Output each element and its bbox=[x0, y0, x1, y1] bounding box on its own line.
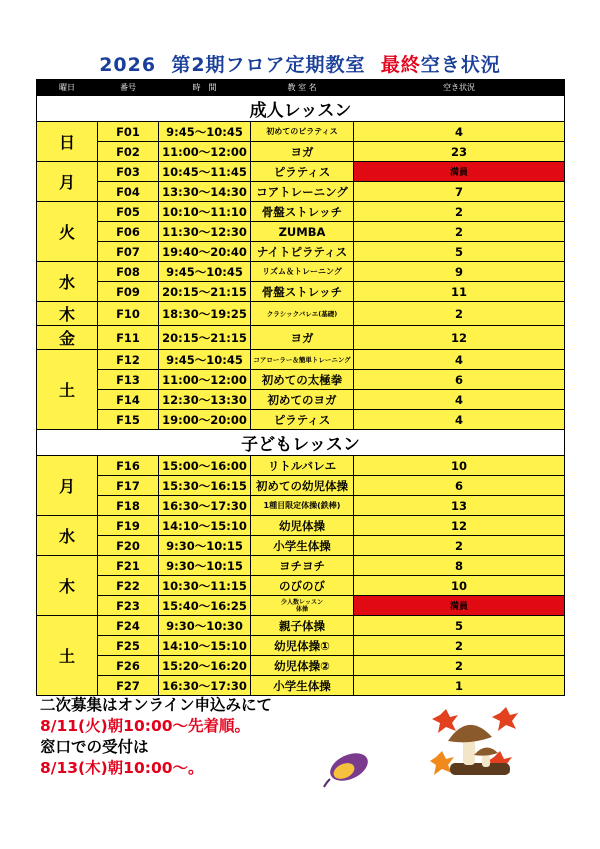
availability: 2 bbox=[354, 222, 565, 242]
class-time: 9:45～10:45 bbox=[159, 122, 251, 142]
table-row bbox=[37, 182, 565, 202]
class-name: 親子体操 bbox=[251, 616, 354, 636]
class-name: 幼児体操 bbox=[251, 516, 354, 536]
class-name: クラシックバレエ(基礎) bbox=[251, 302, 354, 326]
schedule-body bbox=[37, 96, 565, 696]
table-row bbox=[37, 242, 565, 262]
class-number: F08 bbox=[98, 262, 159, 282]
page-title bbox=[0, 50, 600, 77]
mushroom-autumn-leaves-icon bbox=[430, 705, 520, 785]
class-time: 16:30～17:30 bbox=[159, 676, 251, 696]
class-time: 10:10～11:10 bbox=[159, 202, 251, 222]
class-number: F25 bbox=[98, 636, 159, 656]
class-name: 幼児体操② bbox=[251, 656, 354, 676]
table-row bbox=[37, 456, 565, 476]
class-name: 骨盤ストレッチ bbox=[251, 282, 354, 302]
class-name: のびのび bbox=[251, 576, 354, 596]
class-name: 小学生体操 bbox=[251, 676, 354, 696]
title-main: 第2期フロア定期教室 bbox=[171, 54, 366, 76]
class-time: 16:30～17:30 bbox=[159, 496, 251, 516]
table-row bbox=[37, 576, 565, 596]
class-number: F07 bbox=[98, 242, 159, 262]
availability: 2 bbox=[354, 302, 565, 326]
header-class-name: 教 室 名 bbox=[251, 80, 354, 96]
class-name: ZUMBA bbox=[251, 222, 354, 242]
schedule-table bbox=[36, 79, 565, 696]
class-number: F13 bbox=[98, 370, 159, 390]
table-row bbox=[37, 476, 565, 496]
class-time: 15:00～16:00 bbox=[159, 456, 251, 476]
table-row bbox=[37, 370, 565, 390]
class-number: F17 bbox=[98, 476, 159, 496]
availability-full: 満員 bbox=[354, 596, 565, 616]
class-number: F14 bbox=[98, 390, 159, 410]
day-cell: 土 bbox=[37, 616, 98, 696]
header-row bbox=[37, 80, 565, 96]
title-year: 2026 bbox=[99, 54, 157, 76]
availability: 6 bbox=[354, 476, 565, 496]
availability: 8 bbox=[354, 556, 565, 576]
class-name: 1種目限定体操(鉄棒) bbox=[251, 496, 354, 516]
availability: 2 bbox=[354, 536, 565, 556]
class-time: 11:30～12:30 bbox=[159, 222, 251, 242]
class-time: 9:30～10:30 bbox=[159, 616, 251, 636]
header-time: 時 間 bbox=[159, 80, 251, 96]
availability-full: 満員 bbox=[354, 162, 565, 182]
class-number: F01 bbox=[98, 122, 159, 142]
class-time: 10:30～11:15 bbox=[159, 576, 251, 596]
class-number: F12 bbox=[98, 350, 159, 370]
class-time: 11:00～12:00 bbox=[159, 370, 251, 390]
class-time: 19:40～20:40 bbox=[159, 242, 251, 262]
class-number: F27 bbox=[98, 676, 159, 696]
class-name: 初めての太極拳 bbox=[251, 370, 354, 390]
class-time: 11:00～12:00 bbox=[159, 142, 251, 162]
class-name: 初めてのヨガ bbox=[251, 390, 354, 410]
class-number: F22 bbox=[98, 576, 159, 596]
class-number: F21 bbox=[98, 556, 159, 576]
class-time: 12:30～13:30 bbox=[159, 390, 251, 410]
availability: 2 bbox=[354, 636, 565, 656]
table-row bbox=[37, 516, 565, 536]
table-row bbox=[37, 326, 565, 350]
availability: 5 bbox=[354, 616, 565, 636]
class-number: F06 bbox=[98, 222, 159, 242]
class-name: ピラティス bbox=[251, 410, 354, 430]
class-time: 15:40～16:25 bbox=[159, 596, 251, 616]
availability: 23 bbox=[354, 142, 565, 162]
class-name: 初めてのピラティス bbox=[251, 122, 354, 142]
availability: 12 bbox=[354, 326, 565, 350]
day-cell: 火 bbox=[37, 202, 98, 262]
day-cell: 土 bbox=[37, 350, 98, 430]
note-line-1: 二次募集はオンライン申込みにて bbox=[40, 696, 273, 714]
section-title: 子どもレッスン bbox=[37, 430, 565, 456]
section-title: 成人レッスン bbox=[37, 96, 565, 122]
class-number: F18 bbox=[98, 496, 159, 516]
class-name: 小学生体操 bbox=[251, 536, 354, 556]
header-availability: 空き状況 bbox=[354, 80, 565, 96]
class-time: 20:15～21:15 bbox=[159, 326, 251, 350]
class-number: F09 bbox=[98, 282, 159, 302]
class-number: F19 bbox=[98, 516, 159, 536]
class-number: F16 bbox=[98, 456, 159, 476]
sweet-potato-icon bbox=[322, 745, 372, 789]
class-number: F05 bbox=[98, 202, 159, 222]
table-row bbox=[37, 536, 565, 556]
class-name bbox=[251, 596, 354, 616]
class-name: ナイトピラティス bbox=[251, 242, 354, 262]
availability: 10 bbox=[354, 576, 565, 596]
availability: 7 bbox=[354, 182, 565, 202]
table-row bbox=[37, 636, 565, 656]
class-number: F15 bbox=[98, 410, 159, 430]
table-row bbox=[37, 142, 565, 162]
header-day: 曜日 bbox=[37, 80, 98, 96]
class-time: 14:10～15:10 bbox=[159, 636, 251, 656]
day-cell: 日 bbox=[37, 122, 98, 162]
class-time: 15:20～16:20 bbox=[159, 656, 251, 676]
table-row bbox=[37, 350, 565, 370]
availability: 13 bbox=[354, 496, 565, 516]
note-line-3: 窓口での受付は bbox=[40, 738, 149, 756]
class-time: 9:30～10:15 bbox=[159, 536, 251, 556]
table-row bbox=[37, 202, 565, 222]
table-row bbox=[37, 162, 565, 182]
table-row bbox=[37, 122, 565, 142]
class-time: 14:10～15:10 bbox=[159, 516, 251, 536]
title-red: 最終 bbox=[380, 54, 421, 76]
day-cell: 水 bbox=[37, 262, 98, 302]
availability: 4 bbox=[354, 122, 565, 142]
availability: 11 bbox=[354, 282, 565, 302]
day-cell: 月 bbox=[37, 456, 98, 516]
availability: 4 bbox=[354, 410, 565, 430]
table-row bbox=[37, 410, 565, 430]
availability: 2 bbox=[354, 656, 565, 676]
class-name: リトルバレエ bbox=[251, 456, 354, 476]
class-name-line-2: 体操 bbox=[295, 605, 308, 613]
availability: 4 bbox=[354, 350, 565, 370]
section-title-row bbox=[37, 96, 565, 122]
table-row bbox=[37, 302, 565, 326]
class-name: ヨガ bbox=[251, 142, 354, 162]
class-time: 13:30～14:30 bbox=[159, 182, 251, 202]
availability: 2 bbox=[354, 202, 565, 222]
class-number: F03 bbox=[98, 162, 159, 182]
note-line-2: 8/11(火)朝10:00～先着順。 bbox=[40, 717, 251, 735]
class-name: コアローラー＆簡単トレーニング bbox=[251, 350, 354, 370]
class-number: F11 bbox=[98, 326, 159, 350]
class-name-line-1: 少人数レッスン bbox=[281, 598, 323, 606]
class-number: F26 bbox=[98, 656, 159, 676]
table-row bbox=[37, 282, 565, 302]
class-number: F02 bbox=[98, 142, 159, 162]
class-time: 9:45～10:45 bbox=[159, 262, 251, 282]
class-name: ヨチヨチ bbox=[251, 556, 354, 576]
note-line-4: 8/13(木)朝10:00～。 bbox=[40, 759, 204, 777]
section-title-row bbox=[37, 430, 565, 456]
day-cell: 木 bbox=[37, 302, 98, 326]
class-time: 19:00～20:00 bbox=[159, 410, 251, 430]
title-tail: 空き状況 bbox=[420, 54, 501, 76]
class-number: F24 bbox=[98, 616, 159, 636]
class-time: 9:45～10:45 bbox=[159, 350, 251, 370]
table-row bbox=[37, 556, 565, 576]
class-name: 骨盤ストレッチ bbox=[251, 202, 354, 222]
availability: 12 bbox=[354, 516, 565, 536]
availability: 10 bbox=[354, 456, 565, 476]
day-cell: 水 bbox=[37, 516, 98, 556]
table-row bbox=[37, 656, 565, 676]
table-row bbox=[37, 676, 565, 696]
availability: 1 bbox=[354, 676, 565, 696]
availability: 5 bbox=[354, 242, 565, 262]
class-time: 18:30～19:25 bbox=[159, 302, 251, 326]
class-name: コアトレーニング bbox=[251, 182, 354, 202]
table-row bbox=[37, 496, 565, 516]
day-cell: 木 bbox=[37, 556, 98, 616]
table-row bbox=[37, 596, 565, 616]
class-time: 9:30～10:15 bbox=[159, 556, 251, 576]
table-row bbox=[37, 222, 565, 242]
header-number: 番号 bbox=[98, 80, 159, 96]
table-row bbox=[37, 390, 565, 410]
class-name: 初めての幼児体操 bbox=[251, 476, 354, 496]
availability: 4 bbox=[354, 390, 565, 410]
class-number: F20 bbox=[98, 536, 159, 556]
class-time: 15:30～16:15 bbox=[159, 476, 251, 496]
day-cell: 金 bbox=[37, 326, 98, 350]
class-time: 20:15～21:15 bbox=[159, 282, 251, 302]
class-number: F23 bbox=[98, 596, 159, 616]
class-name: リズム＆トレーニング bbox=[251, 262, 354, 282]
class-time: 10:45～11:45 bbox=[159, 162, 251, 182]
class-name: ヨガ bbox=[251, 326, 354, 350]
availability: 9 bbox=[354, 262, 565, 282]
class-name: 幼児体操① bbox=[251, 636, 354, 656]
class-name: ピラティス bbox=[251, 162, 354, 182]
class-number: F04 bbox=[98, 182, 159, 202]
availability: 6 bbox=[354, 370, 565, 390]
table-row bbox=[37, 262, 565, 282]
class-number: F10 bbox=[98, 302, 159, 326]
day-cell: 月 bbox=[37, 162, 98, 202]
table-row bbox=[37, 616, 565, 636]
notes bbox=[40, 695, 272, 779]
